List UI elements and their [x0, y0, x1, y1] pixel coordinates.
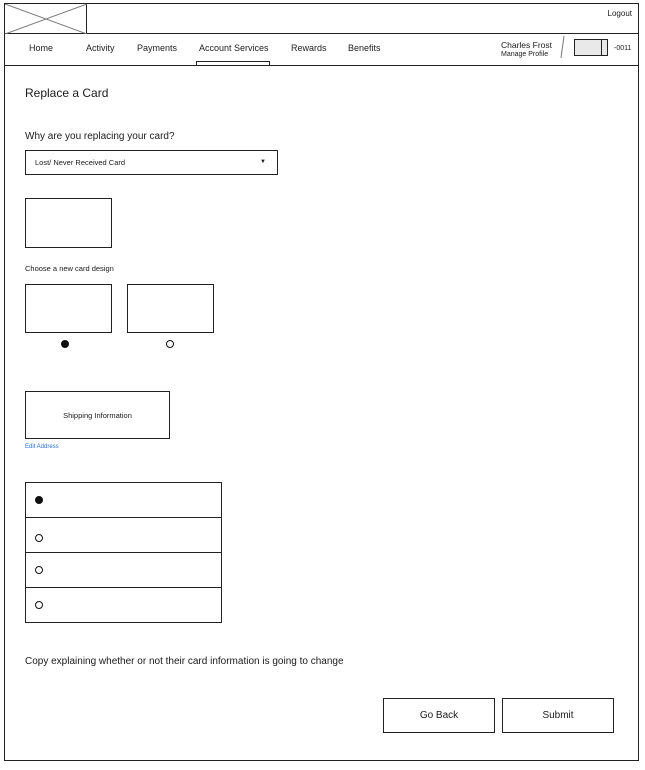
shipping-information-box	[25, 391, 170, 439]
card-change-explanation: Copy explaining whether or not their card information is going to change	[25, 656, 344, 667]
current-card-image	[25, 198, 112, 248]
edit-address-link[interactable]: Edit Address	[25, 444, 59, 450]
nav-item-label: Payments	[137, 43, 178, 53]
card-thumbnail[interactable]	[574, 39, 608, 56]
app-frame	[4, 3, 639, 761]
shipping-option-radio-2[interactable]	[35, 534, 43, 542]
shipping-option-row-3[interactable]	[25, 552, 222, 588]
nav-item-activity[interactable]	[86, 43, 115, 53]
nav-item-label: Activity	[86, 43, 115, 53]
shipping-option-row-1[interactable]	[25, 482, 222, 518]
active-tab-indicator	[196, 61, 270, 65]
nav-item-label: Account Services	[199, 43, 269, 53]
shipping-option-radio-4[interactable]	[35, 601, 43, 609]
replace-reason-select[interactable]	[25, 150, 278, 175]
profile-name: Charles Frost	[501, 40, 553, 50]
shipping-option-radio-1[interactable]	[35, 496, 43, 504]
shipping-option-radio-3[interactable]	[35, 566, 43, 574]
replace-reason-question: Why are you replacing your card?	[25, 131, 175, 142]
page-title: Replace a Card	[25, 86, 109, 100]
replace-reason-value: Lost/ Never Received Card	[35, 158, 126, 167]
nav-item-benefits[interactable]	[348, 43, 381, 53]
logo-placeholder	[5, 4, 87, 34]
card-thumbnail-stripe	[601, 40, 602, 55]
card-design-option-2[interactable]	[127, 284, 214, 333]
logout-link[interactable]: Logout	[607, 9, 632, 18]
manage-profile-link[interactable]: Manage Profile	[501, 51, 549, 58]
nav-item-home[interactable]	[29, 43, 53, 53]
card-design-radio-1[interactable]	[61, 340, 69, 348]
nav-item-payments[interactable]	[137, 43, 177, 53]
nav-divider	[560, 36, 564, 58]
shipping-option-row-2[interactable]	[25, 517, 222, 553]
logo-placeholder-icon	[5, 4, 87, 34]
nav-item-rewards[interactable]	[291, 43, 327, 53]
card-design-label: Choose a new card design	[25, 264, 114, 273]
top-bar	[5, 4, 638, 34]
nav-item-label: Benefits	[348, 43, 381, 53]
nav-item-label: Rewards	[291, 43, 327, 53]
card-design-option-1[interactable]	[25, 284, 112, 333]
go-back-button[interactable]: Go Back	[383, 698, 495, 733]
main-nav	[5, 34, 638, 66]
shipping-option-row-4[interactable]	[25, 587, 222, 623]
submit-button[interactable]: Submit	[502, 698, 614, 733]
card-last-digits: -0011	[614, 45, 632, 52]
card-design-radio-2[interactable]	[166, 340, 174, 348]
shipping-information-label: Shipping Information	[63, 411, 132, 420]
nav-item-label: Home	[29, 43, 54, 53]
triangle-down-icon: ▼	[260, 159, 266, 165]
nav-item-account-services[interactable]	[199, 43, 269, 53]
